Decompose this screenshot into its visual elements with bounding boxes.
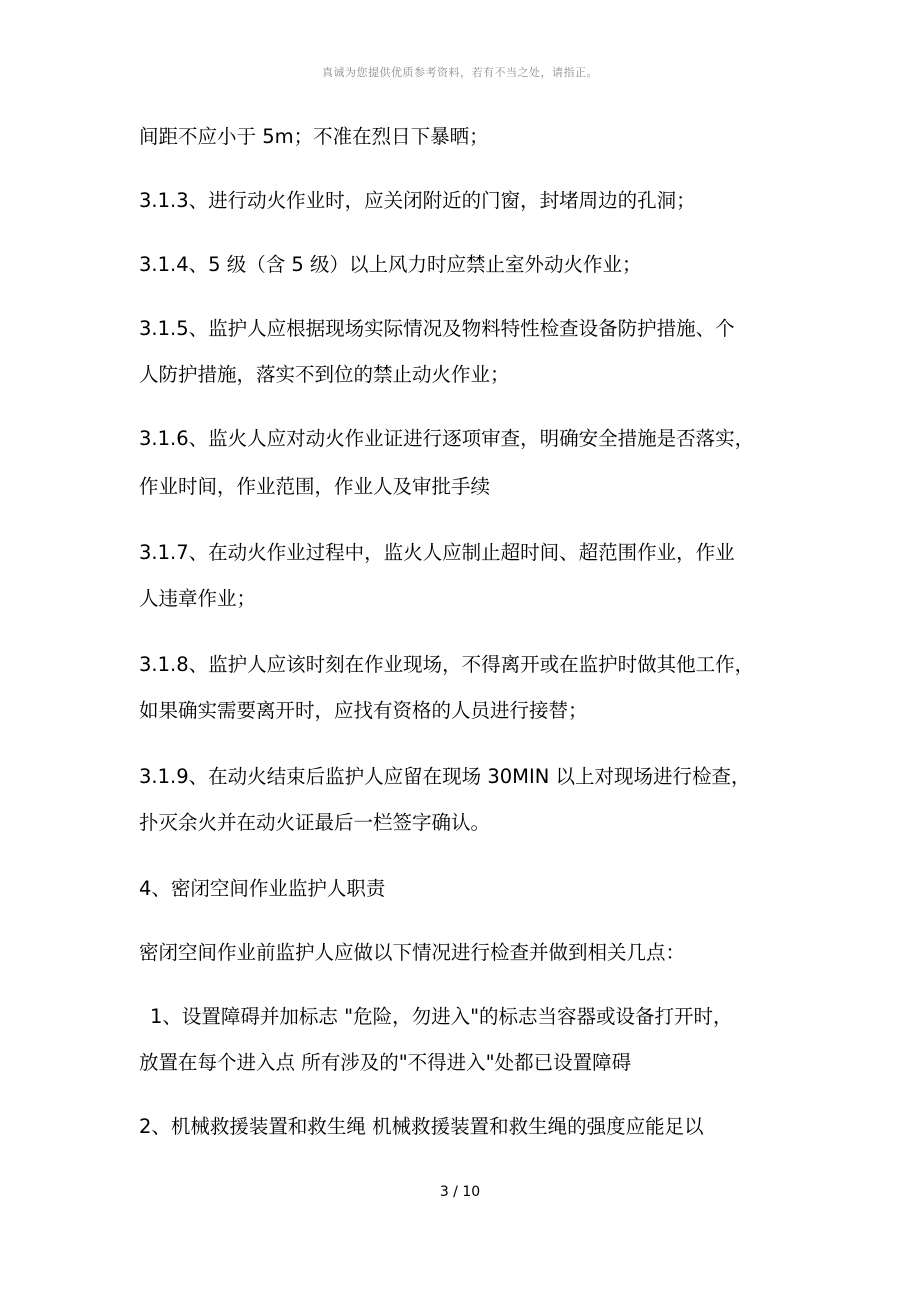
text-line: 3.1.6、监火人应对动火作业证进行逐项审查，明确安全措施是否落实， xyxy=(139,427,755,450)
header-note: 真诚为您提供优质参考资料，若有不当之处，请指正。 xyxy=(322,66,598,79)
text-line: 作业时间，作业范围，作业人及审批手续 xyxy=(139,475,491,498)
text-line: 3.1.5、监护人应根据现场实际情况及物料特性检查设备防护措施、个 xyxy=(139,317,735,340)
text-line: 3.1.9、在动火结束后监护人应留在现场 30MIN 以上对现场进行检查， xyxy=(139,765,751,788)
text-line: 3.1.7、在动火作业过程中，监火人应制止超时间、超范围作业，作业 xyxy=(139,541,735,564)
section-heading: 4、密闭空间作业监护人职责 xyxy=(139,877,386,900)
text-line: 密闭空间作业前监护人应做以下情况进行检查并做到相关几点： xyxy=(139,941,686,964)
text-line: 扑灭余火并在动火证最后一栏签字确认。 xyxy=(139,811,491,834)
text-line: 放置在每个进入点 所有涉及的"不得进入"处都已设置障碍 xyxy=(139,1051,632,1074)
list-item: 1、设置障碍并加标志 "危险，勿进入"的标志当容器或设备打开时， xyxy=(150,1005,733,1028)
text-line: 3.1.3、进行动火作业时，应关闭附近的门窗，封堵周边的孔洞； xyxy=(139,189,696,212)
list-item: 2、机械救援装置和救生绳 机械救援装置和救生绳的强度应能足以 xyxy=(139,1115,704,1138)
text-line: 3.1.4、5 级（含 5 级）以上风力时应禁止室外动火作业； xyxy=(139,253,642,276)
text-line: 人防护措施，落实不到位的禁止动火作业； xyxy=(139,363,510,386)
text-line: 间距不应小于 5m；不准在烈日下暴晒； xyxy=(139,125,489,148)
text-line: 人违章作业； xyxy=(139,587,257,610)
text-line: 3.1.8、监护人应该时刻在作业现场，不得离开或在监护时做其他工作， xyxy=(139,653,755,676)
page-indicator: 3 / 10 xyxy=(439,1184,481,1200)
text-line: 如果确实需要离开时，应找有资格的人员进行接替； xyxy=(139,699,588,722)
